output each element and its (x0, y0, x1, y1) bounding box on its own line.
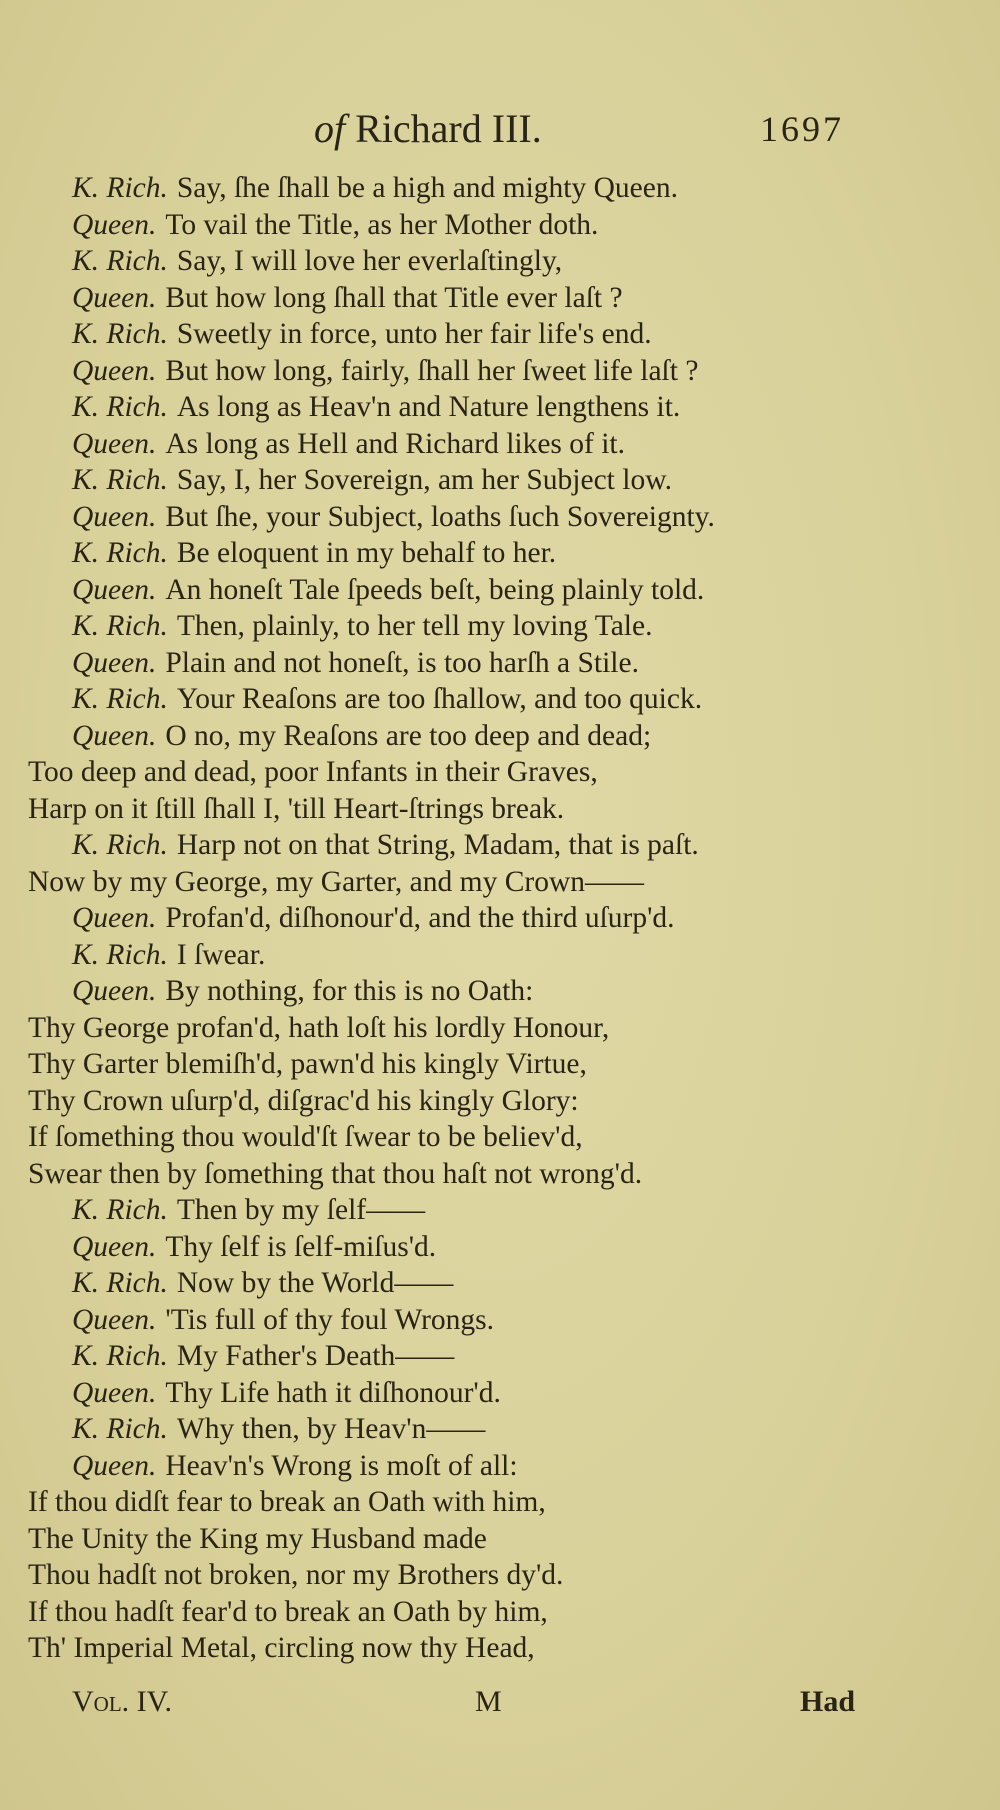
line-text: But how long ſhall that Title ever laſt ? (165, 281, 623, 314)
speaker-name: Queen. (72, 281, 157, 314)
text-line (0, 1046, 1000, 1083)
text-line (0, 1594, 1000, 1631)
line-text: But how long, fairly, ſhall her ſweet life laſt ? (165, 354, 699, 387)
text-line (0, 316, 1000, 353)
speaker-name: Queen. (72, 208, 157, 241)
text-line (0, 1265, 1000, 1302)
line-text: Thy George profan'd, hath loſt his lordly Honour, (28, 1011, 610, 1044)
line-text: My Father's Death—— (176, 1340, 455, 1372)
speaker-name: K. Rich. (72, 829, 168, 861)
speaker-name: K. Rich. (72, 318, 168, 350)
text-line (0, 499, 1000, 536)
speaker-name: Queen. (72, 1376, 157, 1409)
speaker-name: K. Rich. (72, 1267, 168, 1299)
speaker-name: K. Rich. (72, 683, 168, 715)
text-line (0, 353, 1000, 390)
speaker-name: K. Rich. (72, 172, 168, 204)
speaker-name: K. Rich. (72, 537, 168, 569)
running-title: of Richard III. (314, 106, 542, 151)
line-text: Say, I, her Sovereign, am her Subject low. (176, 464, 672, 496)
line-text: Plain and not honeſt, is too harſh a Stile. (165, 646, 639, 679)
speaker-name: K. Rich. (72, 1340, 168, 1372)
line-text: Thou hadſt not broken, nor my Brothers dy'd. (28, 1559, 564, 1591)
line-text: Thy Crown uſurp'd, diſgrac'd his kingly Glory: (28, 1084, 579, 1117)
text-line (0, 1156, 1000, 1193)
speaker-name: Queen. (72, 1230, 157, 1263)
text-line (0, 1119, 1000, 1156)
line-text: An honeſt Tale ſpeeds beſt, being plainly told. (165, 573, 705, 606)
speaker-name: Queen. (72, 427, 157, 460)
line-text: Swear then by ſomething that thou haſt not wrong'd. (28, 1157, 643, 1190)
speaker-name: K. Rich. (72, 1194, 168, 1226)
line-text: Harp on it ſtill ſhall I, 'till Heart-ſtrings break. (28, 792, 565, 825)
line-text: Your Reaſons are too ſhallow, and too quick. (176, 683, 703, 715)
text-line (0, 937, 1000, 974)
page-number: 1697 (760, 109, 844, 149)
speaker-name: Queen. (72, 354, 157, 387)
speaker-name: Queen. (72, 1303, 157, 1336)
line-text: To vail the Title, as her Mother doth. (165, 208, 599, 241)
line-text: As long as Hell and Richard likes of it. (165, 427, 626, 460)
line-text: Harp not on that String, Madam, that is paſt. (176, 829, 699, 861)
line-text: Say, ſhe ſhall be a high and mighty Queen. (176, 172, 678, 204)
speaker-name: K. Rich. (72, 938, 168, 971)
text-line (0, 1083, 1000, 1120)
text-line (0, 1338, 1000, 1375)
text-line (0, 1302, 1000, 1339)
line-text: Then by my ſelf—— (176, 1194, 426, 1226)
text-line (0, 462, 1000, 499)
line-text: If thou didſt fear to break an Oath with him, (28, 1486, 546, 1518)
speaker-name: K. Rich. (72, 464, 168, 496)
speaker-name: Queen. (72, 719, 157, 752)
line-text: Say, I will love her everlaſtingly, (176, 245, 563, 277)
line-text: I ſwear. (176, 938, 266, 971)
line-text: Now by the World—— (176, 1267, 454, 1299)
page-footer (0, 1682, 1000, 1722)
text-line (0, 900, 1000, 937)
text-line (0, 1375, 1000, 1412)
line-text: Thy ſelf is ſelf-miſus'd. (165, 1230, 437, 1263)
speaker-name: Queen. (72, 902, 157, 934)
play-text (0, 170, 1000, 1667)
text-line (0, 973, 1000, 1010)
line-text: By nothing, for this is no Oath: (165, 975, 534, 1007)
speaker-name: K. Rich. (72, 391, 168, 423)
line-text: Be eloquent in my behalf to her. (176, 537, 557, 569)
text-line (0, 1521, 1000, 1558)
text-line (0, 718, 1000, 755)
text-line (0, 243, 1000, 280)
text-line (0, 608, 1000, 645)
text-line (0, 207, 1000, 244)
line-text: Too deep and dead, poor Infants in their Graves, (28, 756, 598, 788)
line-text: But ſhe, your Subject, loaths ſuch Sovereignty. (165, 500, 715, 533)
text-line (0, 1448, 1000, 1485)
line-text: If ſomething thou would'ſt ſwear to be believ'd, (28, 1121, 583, 1153)
speaker-name: Queen. (72, 646, 157, 679)
text-line (0, 1484, 1000, 1521)
line-text: 'Tis full of thy foul Wrongs. (165, 1303, 495, 1336)
speaker-name: Queen. (72, 975, 157, 1007)
line-text: As long as Heav'n and Nature lengthens it. (176, 391, 681, 423)
text-line (0, 681, 1000, 718)
line-text: Now by my George, my Garter, and my Crown—— (28, 865, 645, 898)
line-text: If thou hadſt fear'd to break an Oath by him, (28, 1595, 548, 1628)
gathering-mark: M (475, 1685, 502, 1718)
speaker-name: K. Rich. (72, 610, 168, 642)
line-text: Why then, by Heav'n—— (176, 1413, 486, 1445)
text-line (0, 1630, 1000, 1667)
line-text: The Unity the King my Husband made (28, 1522, 487, 1555)
text-line (0, 1229, 1000, 1266)
text-line (0, 864, 1000, 901)
line-text: Th' Imperial Metal, circling now thy Head, (28, 1632, 535, 1664)
speaker-name: K. Rich. (72, 245, 168, 277)
text-line (0, 389, 1000, 426)
text-line (0, 426, 1000, 463)
line-text: Profan'd, diſhonour'd, and the third uſurp'd. (165, 902, 675, 934)
line-text: Thy Garter blemiſh'd, pawn'd his kingly Virtue, (28, 1048, 587, 1080)
line-text: O no, my Reaſons are too deep and dead; (165, 719, 652, 752)
line-text: Thy Life hath it diſhonour'd. (165, 1376, 501, 1409)
line-text: Heav'n's Wrong is moſt of all: (165, 1449, 518, 1482)
speaker-name: Queen. (72, 500, 157, 533)
catchword: Had (800, 1685, 856, 1718)
text-line (0, 280, 1000, 317)
speaker-name: K. Rich. (72, 1413, 168, 1445)
text-line (0, 535, 1000, 572)
speaker-name: Queen. (72, 1449, 157, 1482)
text-line (0, 572, 1000, 609)
text-line (0, 170, 1000, 207)
text-line (0, 1557, 1000, 1594)
text-line (0, 827, 1000, 864)
text-line (0, 645, 1000, 682)
text-line (0, 1192, 1000, 1229)
volume-signature: Vol. IV. (72, 1685, 172, 1718)
text-line (0, 754, 1000, 791)
line-text: Sweetly in force, unto her fair life's end. (176, 318, 652, 350)
text-line (0, 1010, 1000, 1047)
running-header (0, 104, 1000, 154)
text-line (0, 1411, 1000, 1448)
text-line (0, 791, 1000, 828)
speaker-name: Queen. (72, 573, 157, 606)
line-text: Then, plainly, to her tell my loving Tale. (176, 610, 653, 642)
